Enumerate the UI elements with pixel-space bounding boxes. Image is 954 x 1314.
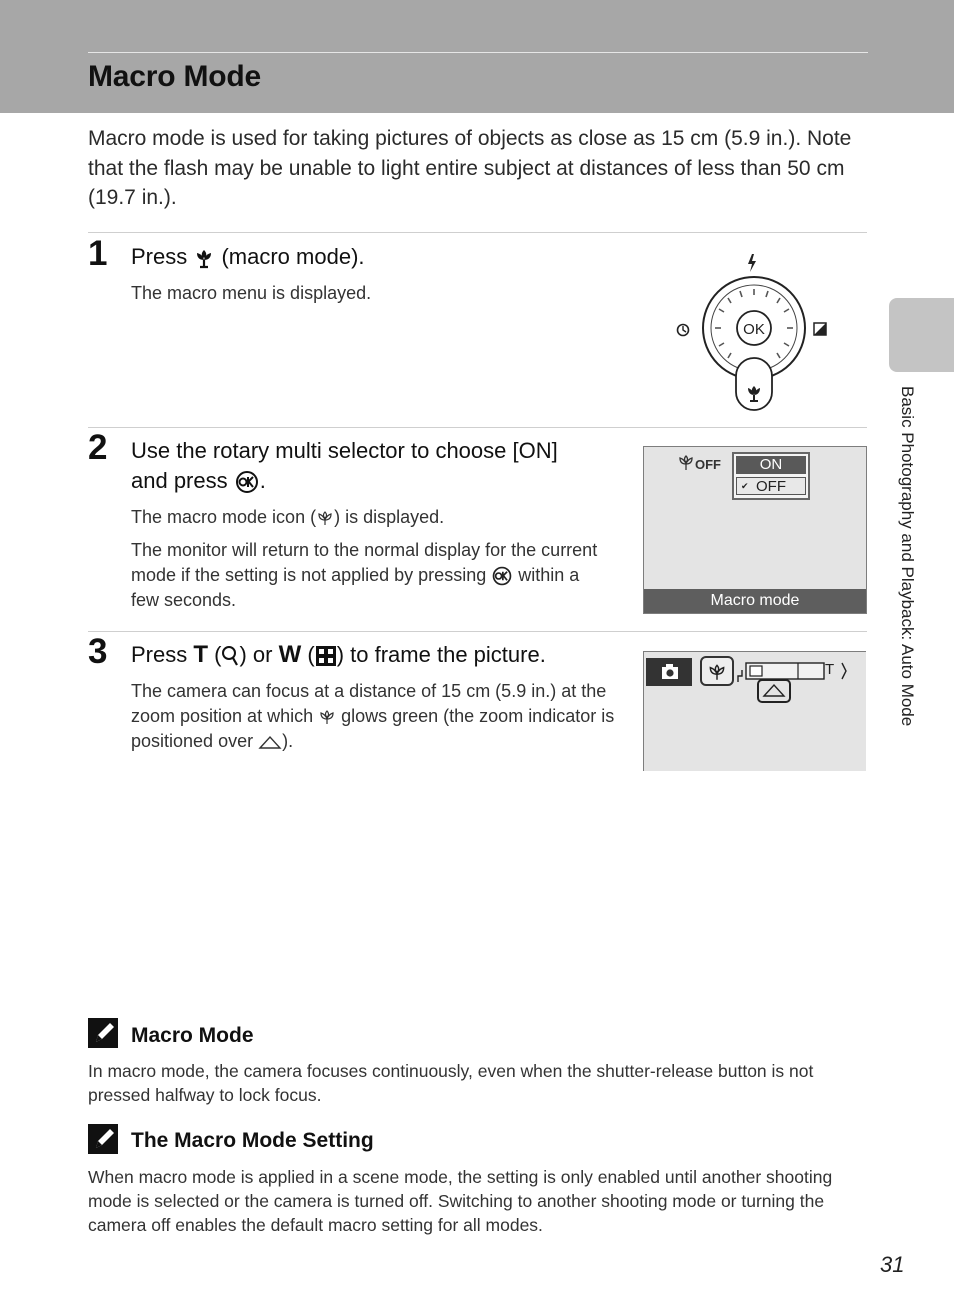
ok-button-icon bbox=[491, 566, 513, 586]
step-text: The macro menu is displayed. bbox=[131, 283, 372, 303]
flash-icon bbox=[748, 254, 756, 272]
screen-caption: Macro mode bbox=[644, 589, 866, 613]
ok-button-icon bbox=[234, 471, 260, 493]
step-title: Use the rotary multi selector to choose [ON] and press . bbox=[131, 438, 558, 493]
ok-button-label: OK bbox=[743, 321, 765, 338]
step-number: 2 bbox=[88, 428, 108, 467]
step-divider bbox=[88, 232, 867, 233]
macro-mode-icon bbox=[318, 708, 336, 726]
checkmark-icon: ✔ bbox=[741, 481, 749, 491]
step-text: The monitor will return to the normal display for the current mode if the setting is not applied by pressing within a few seconds. bbox=[131, 540, 598, 610]
step-number: 3 bbox=[88, 632, 108, 671]
menu-option-off[interactable]: ✔ OFF bbox=[736, 477, 806, 495]
step-divider bbox=[88, 427, 867, 428]
rotary-multi-selector-illustration bbox=[668, 248, 838, 416]
zoom-tele-label: T bbox=[825, 661, 835, 678]
step-divider bbox=[88, 631, 867, 632]
note-title: The Macro Mode Setting bbox=[131, 1129, 374, 1152]
macro-flower-icon bbox=[193, 247, 215, 269]
step-title: Press T ( ) or W ( ) to frame the picture. bbox=[131, 641, 546, 668]
exposure-compensation-icon bbox=[814, 323, 826, 335]
note-title: Macro Mode bbox=[131, 1024, 254, 1047]
note-pencil-icon bbox=[88, 1124, 118, 1154]
macro-menu-screen bbox=[643, 446, 867, 614]
camera-mode-indicator bbox=[646, 658, 692, 686]
section-label: Basic Photography and Playback: Auto Mode bbox=[898, 386, 917, 727]
page-title: Macro Mode bbox=[88, 60, 262, 93]
menu-option-on[interactable]: ON bbox=[736, 456, 806, 474]
step-title: Press (macro mode). bbox=[131, 244, 365, 269]
thumbnail-icon bbox=[315, 645, 337, 667]
page-header bbox=[0, 0, 954, 113]
step-text: The macro mode icon ( ) is displayed. bbox=[131, 507, 445, 527]
note-pencil-icon bbox=[88, 1018, 118, 1048]
macro-mode-icon bbox=[707, 662, 727, 682]
self-timer-icon bbox=[678, 325, 689, 336]
header-rule bbox=[88, 52, 868, 53]
macro-active-indicator bbox=[700, 656, 734, 686]
zoom-in-magnifier-icon bbox=[221, 645, 239, 667]
camera-icon bbox=[661, 664, 679, 680]
intro-paragraph: Macro mode is used for taking pictures of objects as close as 15 cm (5.9 in.). Note that the flash may be unable to light entire subject at distances of less than 50 cm (19.7 in.). bbox=[88, 127, 852, 209]
note-body: When macro mode is applied in a scene mode, the setting is only enabled until another shooting mode is selected or the camera is turned off. Switching to another shooting mode or turning the camera off enables the default macro setting for all modes. bbox=[88, 1167, 833, 1235]
step-number: 1 bbox=[88, 234, 108, 273]
page-number: 31 bbox=[880, 1252, 905, 1277]
macro-off-indicator-icon bbox=[678, 453, 722, 473]
section-tab bbox=[889, 298, 954, 372]
note-body: In macro mode, the camera focuses continuously, even when the shutter-release button is not pressed halfway to lock focus. bbox=[88, 1061, 814, 1105]
zoom-indicator-screen bbox=[643, 651, 866, 771]
svg-text:OFF: OFF bbox=[695, 457, 721, 472]
macro-menu bbox=[732, 452, 810, 500]
macro-zoom-triangle-icon bbox=[258, 734, 282, 750]
macro-mode-icon bbox=[316, 509, 334, 527]
step-text: The camera can focus at a distance of 15 cm (5.9 in.) at the zoom position at which glows green (the zoom indicator is positioned over ). bbox=[131, 681, 615, 751]
